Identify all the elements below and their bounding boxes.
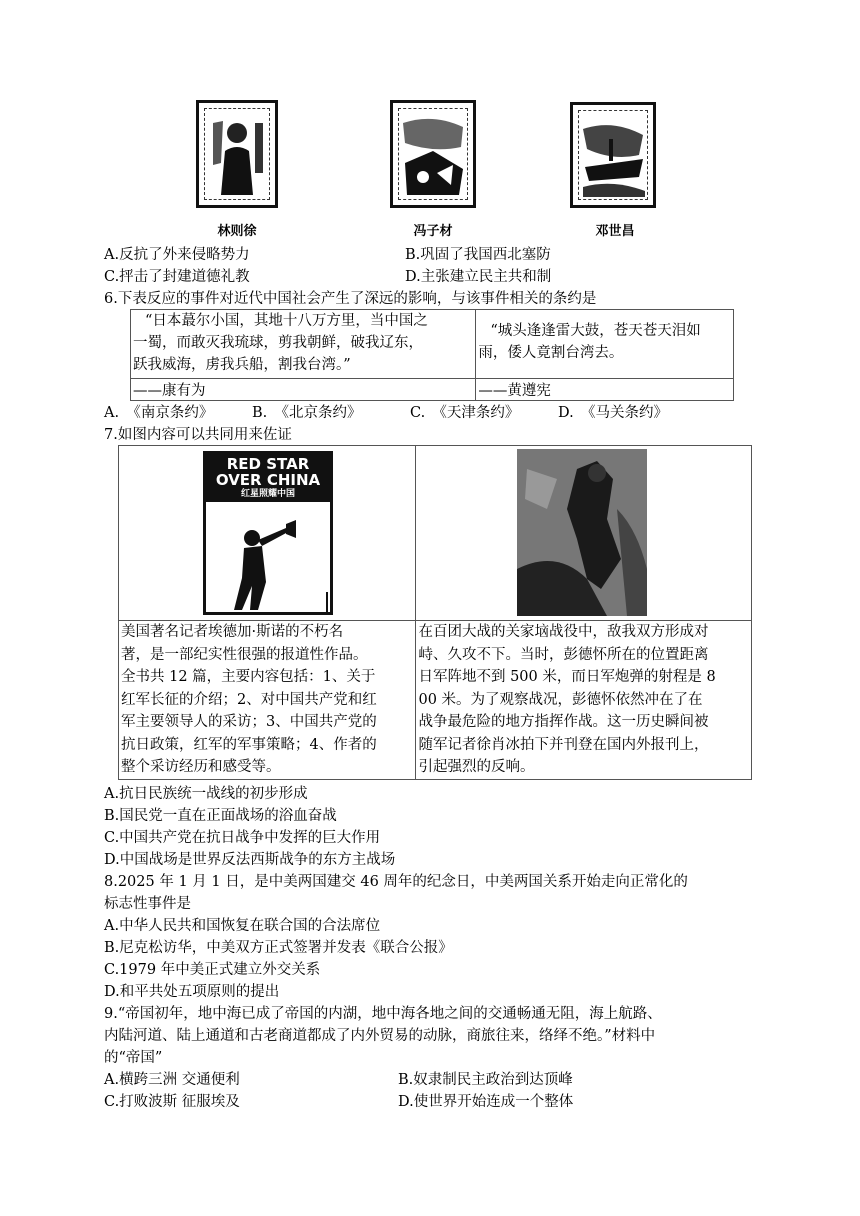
q9-stem-line-2: 内陆河道、陆上通道和古老商道都成了内外贸易的动脉，商旅往来，络绎不绝。”材料中 [104,1028,656,1044]
q7-source-table [118,445,752,780]
q6-option-a[interactable]: A. 《南京条约》 [104,405,214,421]
q5-option-d[interactable]: D.主张建立民主共和制 [405,269,552,285]
q6-quote-kang: “日本蕞尔小国，其地十八万方里，当中国之 一蜀，而敢灭我琉球，剪我朝鲜，破我辽东， 跃我威海，虏我兵船，割我台湾。” [131,310,476,379]
q7-stem: 7.如图内容可以共同用来佐证 [104,427,292,443]
bugler-silhouette-icon [206,502,330,612]
stamp-caption-3: 邓世昌 [595,224,635,239]
stamp-deng-shichang [570,102,656,208]
q9-option-b[interactable]: B.奴隶制民主政治到达顶峰 [398,1072,573,1088]
red-star-book-cover [203,451,333,615]
q6-quote-table [130,309,734,401]
q7-text-snow: 美国著名记者埃德加·斯诺的不朽名 著，是一部纪实性很强的报道性作品。 全书共 12 篇，主要内容包括：1、关于 红军长征的介绍；2、对中国共产党和红 军主要领导人的采访；3、中国共产党的 抗日政策，红军的军事策略；4、作者的 整个采访经历和感受等。 [119,621,416,780]
q8-stem-line-1: 8.2025 年 1 月 1 日，是中美两国建交 46 周年的纪念日，中美两国关系开始走向正常化的 [104,874,688,890]
q7-option-c[interactable]: C.中国共产党在抗日战争中发挥的巨大作用 [104,830,381,846]
q8-option-d[interactable]: D.和平共处五项原则的提出 [104,984,280,1000]
q9-option-d[interactable]: D.使世界开始连成一个整体 [398,1094,574,1110]
q7-option-d[interactable]: D.中国战场是世界反法西斯战争的东方主战场 [104,852,396,868]
q7-text-peng: 在百团大战的关家垴战役中，敌我双方形成对 峙、久攻不下。当时，彭德怀所在的位置距离 日军阵地不到 500 米，而日军炮弹的射程是 8 00 米。为了观察战况，彭德怀依然冲在了在 战争最危险的地方指挥作战。这一历史瞬间被 随军记者徐肖冰拍下并刊登在国内外报刊上， 引起强烈的反响。 [416,621,752,780]
q7-option-a[interactable]: A.抗日民族统一战线的初步形成 [104,786,308,802]
q7-option-b[interactable]: B.国民党一直在正面战场的浴血奋战 [104,808,337,824]
q7-image-cell-2 [416,446,752,621]
q9-option-a[interactable]: A.横跨三洲 交通便利 [104,1072,240,1088]
warship-stamp-icon [573,105,653,205]
q9-option-c[interactable]: C.打败波斯 征服埃及 [104,1094,240,1110]
stamp-caption-1: 林则徐 [217,224,257,239]
stamp-feng-zicai [390,100,476,208]
q8-option-a[interactable]: A.中华人民共和国恢复在联合国的合法席位 [104,918,381,934]
q6-author-kang: ——康有为 [131,379,476,401]
book-title-line-2: OVER CHINA [215,471,321,489]
q9-stem-line-1: 9.“帝国初年，地中海已成了帝国的内湖，地中海各地之间的交通畅通无阻，海上航路、 [104,1006,662,1022]
q8-stem-line-2: 标志性事件是 [104,896,191,912]
book-title-line-1: RED STAR [226,455,310,473]
q5-option-b[interactable]: B.巩固了我国西北塞防 [405,247,551,263]
stamp-caption-2: 冯子材 [413,224,453,239]
q5-option-c[interactable]: C.抨击了封建道德礼教 [104,269,250,285]
q8-option-c[interactable]: C.1979 年中美正式建立外交关系 [104,962,321,978]
q7-image-cell-1 [119,446,416,621]
q5-option-a[interactable]: A.反抗了外来侵略势力 [104,247,250,263]
q8-option-b[interactable]: B.尼克松访华，中美双方正式签署并发表《联合公报》 [104,940,453,956]
book-subtitle: 红星照耀中国 [240,489,295,499]
peng-dehuai-photo [517,449,647,616]
stamp-lin-zexu [196,100,278,208]
q9-stem-line-3: 的“帝国” [104,1050,163,1066]
q6-author-huang: ——黄遵宪 [476,379,734,401]
q6-stem: 6.下表反应的事件对近代中国社会产生了深远的影响，与该事件相关的条约是 [104,291,597,307]
q6-option-c[interactable]: C. 《天津条约》 [410,405,520,421]
portrait-stamp-icon [199,103,275,205]
commander-photo-icon [517,449,647,616]
q6-quote-huang: “城头逢逢雷大鼓，苍天苍天泪如 雨，倭人竟割台湾去。 [476,310,734,379]
q6-option-b[interactable]: B. 《北京条约》 [252,405,362,421]
battle-stamp-icon [393,103,473,205]
q6-option-d[interactable]: D. 《马关条约》 [558,405,668,421]
